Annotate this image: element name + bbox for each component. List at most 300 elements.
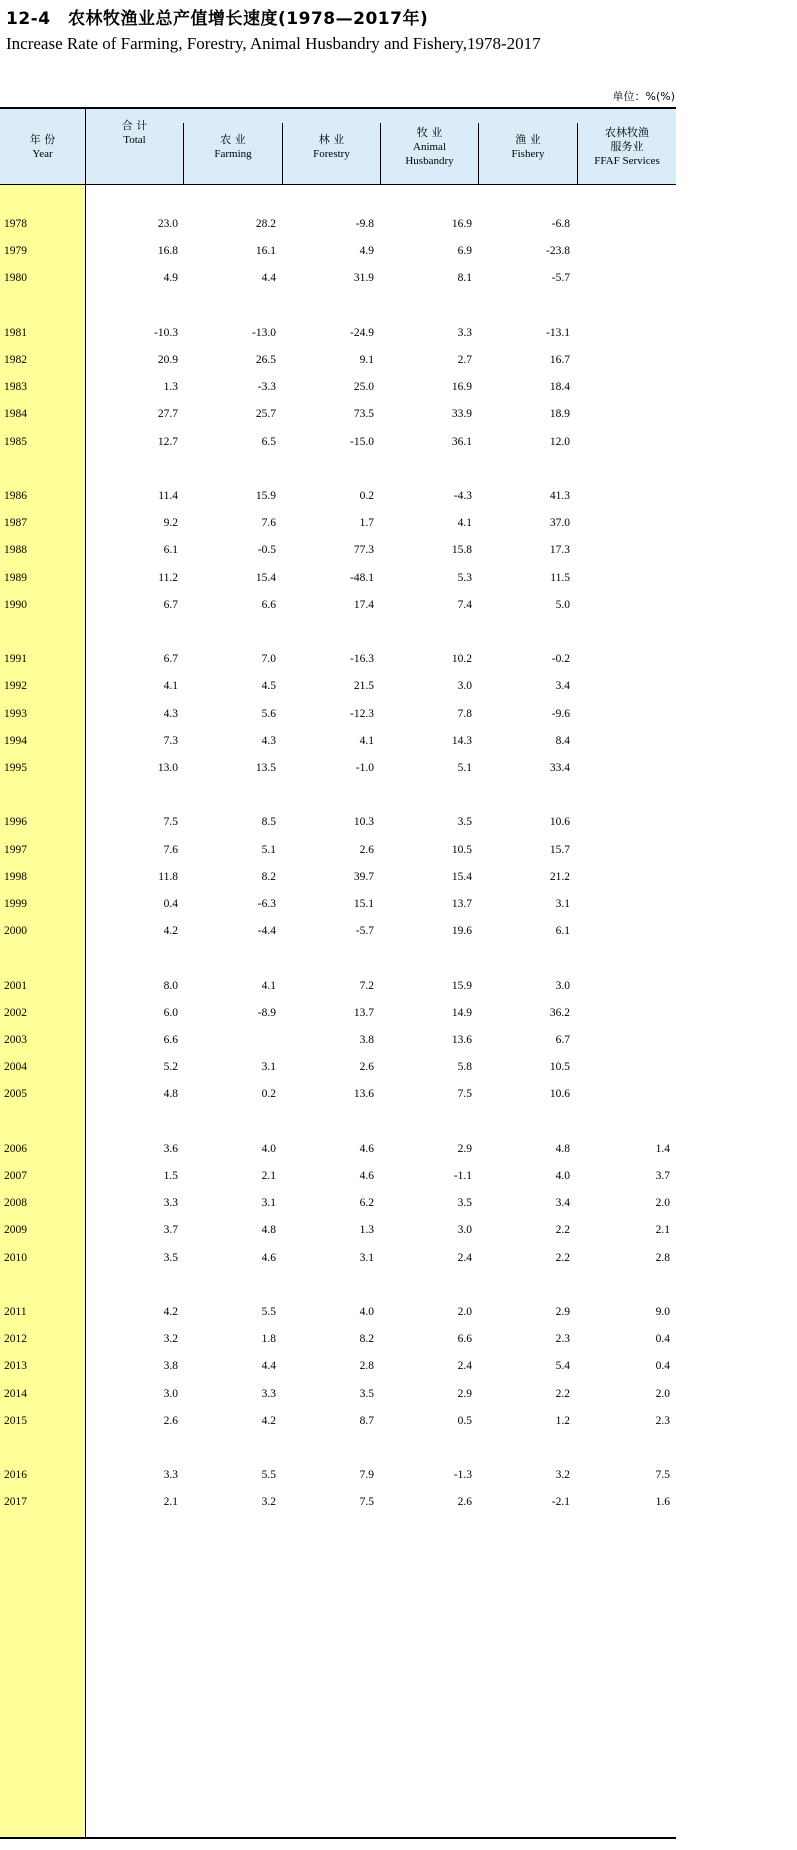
cell-forestry: 9.1 [359, 354, 374, 366]
table-row [0, 868, 676, 888]
header-year-en: Year [32, 147, 53, 160]
header-forestry-en: Forestry [313, 147, 350, 160]
cell-farming: 28.2 [255, 218, 276, 230]
cell-year: 1996 [4, 816, 27, 829]
cell-total: 11.2 [158, 571, 178, 584]
cell-farming: -13.0 [252, 326, 276, 339]
cell-year: 2016 [4, 1469, 27, 1482]
cell-farming: 2.1 [261, 1170, 276, 1182]
cell-year: 1981 [4, 326, 27, 339]
cell-total: 6.0 [163, 1006, 178, 1019]
table-row [0, 922, 676, 942]
cell-farming: 8.5 [261, 816, 276, 829]
cell-total: 7.5 [163, 816, 178, 829]
cell-forestry: 25.0 [353, 381, 374, 394]
cell-animal: 0.5 [457, 1414, 472, 1427]
cell-forestry: 2.6 [359, 843, 374, 856]
cell-fishery: -9.6 [551, 707, 570, 720]
cell-forestry: 0.2 [359, 490, 374, 502]
cell-year: 1980 [4, 272, 27, 285]
table-body [0, 107, 676, 1839]
cell-services: 9.0 [655, 1306, 670, 1318]
cell-forestry: 7.2 [359, 979, 374, 992]
cell-fishery: 2.3 [555, 1333, 570, 1346]
table-row [0, 1357, 676, 1377]
cell-fishery: 1.2 [555, 1414, 570, 1427]
cell-total: 13.0 [157, 762, 178, 774]
cell-forestry: 4.0 [359, 1306, 374, 1318]
cell-forestry: 77.3 [353, 544, 374, 557]
cell-farming: 7.0 [261, 653, 276, 666]
cell-services: 1.6 [655, 1496, 670, 1509]
table-row [0, 433, 676, 453]
cell-total: 3.2 [163, 1333, 178, 1346]
table-row [0, 1140, 676, 1160]
cell-year: 2003 [4, 1034, 27, 1046]
cell-animal: 7.8 [457, 707, 472, 720]
cell-year: 2014 [4, 1387, 27, 1400]
cell-forestry: -9.8 [355, 218, 374, 230]
table-row [0, 895, 676, 915]
cell-farming: 4.6 [261, 1251, 276, 1264]
cell-fishery: 41.3 [549, 490, 570, 502]
cell-forestry: -1.0 [355, 762, 374, 774]
cell-forestry: 13.6 [353, 1088, 374, 1101]
cell-animal: 5.3 [457, 571, 472, 584]
header-farming-en: Farming [214, 147, 252, 160]
table-row [0, 1058, 676, 1078]
cell-forestry: 21.5 [353, 680, 374, 693]
cell-year: 1993 [4, 707, 27, 720]
cell-animal: 16.9 [451, 218, 472, 230]
table-row [0, 541, 676, 561]
cell-forestry: 39.7 [353, 870, 374, 883]
cell-total: -10.3 [154, 326, 178, 339]
cell-year: 1994 [4, 734, 27, 747]
cell-year: 2010 [4, 1251, 27, 1264]
table-row [0, 677, 676, 697]
cell-animal: 13.6 [451, 1034, 472, 1046]
cell-fishery: 12.0 [549, 435, 570, 448]
cell-services: 0.4 [655, 1333, 670, 1346]
cell-farming: 7.6 [261, 517, 276, 530]
cell-total: 11.4 [158, 490, 178, 502]
cell-fishery: 18.9 [549, 408, 570, 421]
cell-total: 23.0 [157, 218, 178, 230]
cell-services: 3.7 [655, 1170, 670, 1182]
cell-forestry: 10.3 [353, 816, 374, 829]
table-row [0, 1303, 676, 1323]
cell-forestry: -24.9 [350, 326, 374, 339]
cell-services: 0.4 [655, 1360, 670, 1373]
cell-year: 2004 [4, 1061, 27, 1074]
cell-fishery: 5.0 [555, 598, 570, 611]
cell-fishery: 17.3 [549, 544, 570, 557]
cell-farming: 4.1 [261, 979, 276, 992]
cell-fishery: 4.0 [555, 1170, 570, 1182]
header-forestry-cn: 林 业 [318, 132, 345, 146]
cell-total: 5.2 [163, 1061, 178, 1074]
cell-total: 3.0 [163, 1387, 178, 1400]
cell-farming: 1.8 [261, 1333, 276, 1346]
cell-fishery: 10.6 [549, 1088, 570, 1101]
cell-fishery: 11.5 [550, 571, 570, 584]
cell-year: 1999 [4, 898, 27, 910]
cell-forestry: 2.6 [359, 1061, 374, 1074]
cell-animal: 2.9 [457, 1142, 472, 1155]
cell-total: 1.3 [163, 381, 178, 394]
cell-animal: -1.3 [453, 1469, 472, 1482]
cell-total: 3.5 [163, 1251, 178, 1264]
cell-year: 2005 [4, 1088, 27, 1101]
header-year-cn: 年 份 [29, 132, 56, 146]
cell-services: 1.4 [655, 1142, 670, 1155]
table-row [0, 813, 676, 833]
cell-animal: 2.7 [457, 354, 472, 366]
cell-farming: -8.9 [257, 1006, 276, 1019]
cell-fishery: 2.2 [555, 1251, 570, 1264]
cell-farming: -0.5 [257, 544, 276, 557]
cell-farming: 6.5 [261, 435, 276, 448]
cell-year: 1984 [4, 408, 27, 421]
cell-total: 6.1 [163, 544, 178, 557]
cell-animal: 6.9 [457, 245, 472, 258]
cell-forestry: -12.3 [350, 707, 374, 720]
cell-total: 7.6 [163, 843, 178, 856]
cell-year: 1989 [4, 571, 27, 584]
cell-fishery: 3.0 [555, 979, 570, 992]
cell-animal: 2.6 [457, 1496, 472, 1509]
cell-year: 1979 [4, 245, 27, 258]
cell-farming: 3.3 [261, 1387, 276, 1400]
cell-farming: 5.5 [261, 1306, 276, 1318]
cell-year: 2012 [4, 1333, 27, 1346]
cell-animal: 2.4 [457, 1251, 472, 1264]
cell-fishery: 6.7 [555, 1034, 570, 1046]
cell-total: 12.7 [157, 435, 178, 448]
table-row [0, 705, 676, 725]
cell-animal: 10.5 [451, 843, 472, 856]
cell-animal: 19.6 [451, 925, 472, 938]
table-row [0, 1385, 676, 1405]
table-row [0, 1249, 676, 1269]
cell-animal: 3.0 [457, 680, 472, 693]
cell-animal: 15.9 [451, 979, 472, 992]
cell-animal: -4.3 [453, 490, 472, 502]
cell-forestry: 4.1 [359, 734, 374, 747]
cell-farming: 25.7 [255, 408, 276, 421]
cell-total: 4.9 [163, 272, 178, 285]
table-row [0, 1004, 676, 1024]
cell-farming: 5.1 [261, 843, 276, 856]
header-total-en: Total [123, 134, 146, 146]
cell-farming: 6.6 [261, 598, 276, 611]
cell-farming: 15.9 [255, 490, 276, 502]
header-animal-en2: Husbandry [405, 154, 454, 167]
cell-fishery: 6.1 [555, 925, 570, 938]
cell-farming: 4.5 [261, 680, 276, 693]
cell-year: 1991 [4, 653, 27, 666]
table-row [0, 324, 676, 344]
cell-fishery: -6.8 [551, 218, 570, 230]
cell-forestry: 7.5 [359, 1496, 374, 1509]
cell-year: 2011 [4, 1306, 27, 1318]
cell-forestry: 15.1 [353, 898, 374, 910]
unit-label: 单位：%(%) [612, 90, 675, 103]
cell-forestry: -5.7 [355, 925, 374, 938]
cell-farming: 4.2 [261, 1414, 276, 1427]
cell-farming: -6.3 [257, 898, 276, 910]
cell-year: 1987 [4, 517, 27, 530]
cell-animal: 4.1 [457, 517, 472, 530]
cell-forestry: 1.3 [359, 1224, 374, 1237]
cell-total: 20.9 [157, 354, 178, 366]
table-row [0, 215, 676, 235]
cell-services: 2.3 [655, 1414, 670, 1427]
header-fishery-en: Fishery [511, 147, 545, 160]
cell-total: 1.5 [163, 1170, 178, 1182]
cell-fishery: 15.7 [549, 843, 570, 856]
table-row [0, 269, 676, 289]
cell-animal: 16.9 [451, 381, 472, 394]
cell-fishery: 3.1 [555, 898, 570, 910]
cell-fishery: -5.7 [551, 272, 570, 285]
cell-fishery: 33.4 [549, 762, 570, 774]
cell-fishery: 18.4 [549, 381, 570, 394]
cell-forestry: 1.7 [359, 517, 374, 530]
table-row [0, 1167, 676, 1187]
cell-year: 2009 [4, 1224, 27, 1237]
cell-total: 6.7 [163, 653, 178, 666]
cell-animal: 10.2 [451, 653, 472, 666]
cell-total: 0.4 [163, 898, 178, 910]
table-row [0, 351, 676, 371]
header-fishery-cn: 渔 业 [515, 132, 541, 146]
cell-farming: 3.2 [261, 1496, 276, 1509]
cell-forestry: 8.2 [359, 1333, 374, 1346]
cell-forestry: -15.0 [350, 435, 374, 448]
cell-total: 6.6 [163, 1034, 178, 1046]
cell-farming: -3.3 [257, 381, 276, 394]
cell-farming: 5.5 [261, 1469, 276, 1482]
cell-forestry: -16.3 [350, 653, 374, 666]
cell-year: 2000 [4, 925, 27, 938]
header-services-cn2: 服务业 [610, 139, 644, 153]
cell-animal: 3.5 [457, 816, 472, 829]
cell-forestry: 17.4 [353, 598, 374, 611]
cell-fishery: 3.4 [555, 1197, 570, 1210]
cell-total: 2.6 [163, 1414, 178, 1427]
cell-year: 1998 [4, 870, 27, 883]
cell-year: 2007 [4, 1170, 27, 1182]
cell-farming: 13.5 [255, 762, 276, 774]
cell-forestry: 6.2 [359, 1197, 374, 1210]
cell-fishery: 3.2 [555, 1469, 570, 1482]
cell-year: 1988 [4, 544, 27, 557]
cell-farming: 16.1 [255, 245, 276, 258]
cell-total: 16.8 [157, 245, 178, 258]
cell-fishery: 10.5 [549, 1061, 570, 1074]
table-row [0, 1031, 676, 1051]
cell-services: 2.0 [655, 1387, 670, 1400]
cell-forestry: 8.7 [359, 1414, 374, 1427]
cell-forestry: 73.5 [353, 408, 374, 421]
cell-animal: 2.4 [457, 1360, 472, 1373]
cell-total: 4.2 [163, 925, 178, 938]
cell-animal: 3.0 [457, 1224, 472, 1237]
cell-animal: 5.1 [457, 762, 472, 774]
header-animal-en1: Animal [413, 140, 446, 153]
page-title-en: Increase Rate of Farming, Forestry, Animal Husbandry and Fishery,1978-2017 [6, 34, 541, 53]
table-row [0, 569, 676, 589]
cell-year: 1997 [4, 843, 27, 856]
cell-year: 1985 [4, 435, 27, 448]
cell-fishery: 2.9 [555, 1306, 570, 1318]
cell-total: 3.3 [163, 1197, 178, 1210]
table-row [0, 841, 676, 861]
cell-animal: -1.1 [453, 1170, 472, 1182]
cell-forestry: 31.9 [353, 272, 374, 285]
table-row [0, 1466, 676, 1486]
cell-total: 8.0 [163, 979, 178, 992]
cell-fishery: -13.1 [546, 326, 570, 339]
table-row [0, 596, 676, 616]
cell-fishery: 21.2 [549, 870, 570, 883]
cell-animal: 3.3 [457, 326, 472, 339]
cell-forestry: -48.1 [350, 571, 374, 584]
cell-total: 4.3 [163, 707, 178, 720]
cell-animal: 2.9 [457, 1387, 472, 1400]
cell-farming: 15.4 [255, 571, 276, 584]
cell-forestry: 4.9 [359, 245, 374, 258]
cell-fishery: 2.2 [555, 1387, 570, 1400]
cell-year: 2008 [4, 1197, 27, 1210]
cell-animal: 6.6 [457, 1333, 472, 1346]
table-row [0, 487, 676, 507]
cell-services: 2.1 [655, 1224, 670, 1237]
cell-fishery: 2.2 [555, 1224, 570, 1237]
cell-total: 27.7 [157, 408, 178, 421]
data-table [0, 107, 676, 1839]
table-row [0, 242, 676, 262]
cell-animal: 14.9 [451, 1006, 472, 1019]
cell-fishery: -23.8 [546, 245, 570, 258]
cell-farming: 8.2 [261, 870, 276, 883]
cell-year: 1986 [4, 490, 27, 502]
table-row [0, 732, 676, 752]
table-row [0, 405, 676, 425]
header-services-en: FFAF Services [594, 154, 660, 167]
cell-animal: 14.3 [451, 734, 472, 747]
cell-total: 4.1 [163, 680, 178, 693]
cell-farming: 4.0 [261, 1142, 276, 1155]
table-row [0, 378, 676, 398]
cell-farming: 3.1 [261, 1197, 276, 1210]
cell-services: 2.8 [655, 1251, 670, 1264]
cell-fishery: -0.2 [551, 653, 570, 666]
cell-farming: -4.4 [257, 925, 276, 938]
cell-animal: 36.1 [451, 435, 472, 448]
cell-forestry: 13.7 [353, 1006, 374, 1019]
cell-forestry: 3.8 [359, 1034, 374, 1046]
cell-animal: 2.0 [457, 1306, 472, 1318]
cell-animal: 7.4 [457, 598, 472, 611]
cell-total: 3.6 [163, 1142, 178, 1155]
cell-year: 1978 [4, 218, 27, 230]
cell-total: 2.1 [163, 1496, 178, 1509]
cell-total: 7.3 [163, 734, 178, 747]
cell-animal: 5.8 [457, 1061, 472, 1074]
cell-total: 4.2 [163, 1306, 178, 1318]
cell-services: 2.0 [655, 1197, 670, 1210]
cell-farming: 3.1 [261, 1061, 276, 1074]
table-row [0, 1412, 676, 1432]
cell-year: 2006 [4, 1142, 27, 1155]
cell-year: 1992 [4, 680, 27, 693]
table-row [0, 1330, 676, 1350]
cell-year: 1982 [4, 354, 27, 366]
header-total-cn: 合 计 [121, 119, 148, 132]
table-row [0, 1221, 676, 1241]
cell-animal: 3.5 [457, 1197, 472, 1210]
cell-total: 6.7 [163, 598, 178, 611]
cell-animal: 7.5 [457, 1088, 472, 1101]
table-row [0, 650, 676, 670]
cell-animal: 8.1 [457, 272, 472, 285]
cell-fishery: -2.1 [551, 1496, 570, 1509]
cell-year: 1995 [4, 762, 27, 774]
cell-fishery: 5.4 [555, 1360, 570, 1373]
cell-fishery: 8.4 [555, 734, 570, 747]
cell-forestry: 4.6 [359, 1170, 374, 1182]
cell-animal: 33.9 [451, 408, 472, 421]
cell-total: 4.8 [163, 1088, 178, 1101]
cell-animal: 15.4 [451, 870, 472, 883]
cell-fishery: 3.4 [555, 680, 570, 693]
cell-services: 7.5 [655, 1469, 670, 1482]
cell-year: 2002 [4, 1006, 27, 1019]
cell-farming: 4.8 [261, 1224, 276, 1237]
cell-total: 3.8 [163, 1360, 178, 1373]
cell-total: 11.8 [158, 870, 178, 883]
table-row [0, 1493, 676, 1513]
cell-forestry: 7.9 [359, 1469, 374, 1482]
cell-year: 2017 [4, 1496, 27, 1509]
cell-year: 2015 [4, 1414, 27, 1427]
table-row [0, 759, 676, 779]
cell-total: 9.2 [163, 517, 178, 530]
cell-farming: 26.5 [255, 354, 276, 366]
cell-forestry: 4.6 [359, 1142, 374, 1155]
header-services-cn1: 农林牧渔 [605, 125, 649, 139]
table-row [0, 514, 676, 534]
cell-farming: 4.3 [261, 734, 276, 747]
cell-total: 3.7 [163, 1224, 178, 1237]
cell-farming: 5.6 [261, 707, 276, 720]
cell-year: 1983 [4, 381, 27, 394]
header-animal-cn: 牧 业 [416, 125, 443, 139]
cell-farming: 0.2 [261, 1088, 276, 1101]
table-row [0, 1194, 676, 1214]
cell-fishery: 36.2 [549, 1006, 570, 1019]
cell-forestry: 3.5 [359, 1387, 374, 1400]
cell-forestry: 2.8 [359, 1360, 374, 1373]
cell-year: 2013 [4, 1360, 27, 1373]
cell-year: 2001 [4, 979, 27, 992]
cell-animal: 13.7 [451, 898, 472, 910]
cell-animal: 15.8 [451, 544, 472, 557]
cell-fishery: 4.8 [555, 1142, 570, 1155]
